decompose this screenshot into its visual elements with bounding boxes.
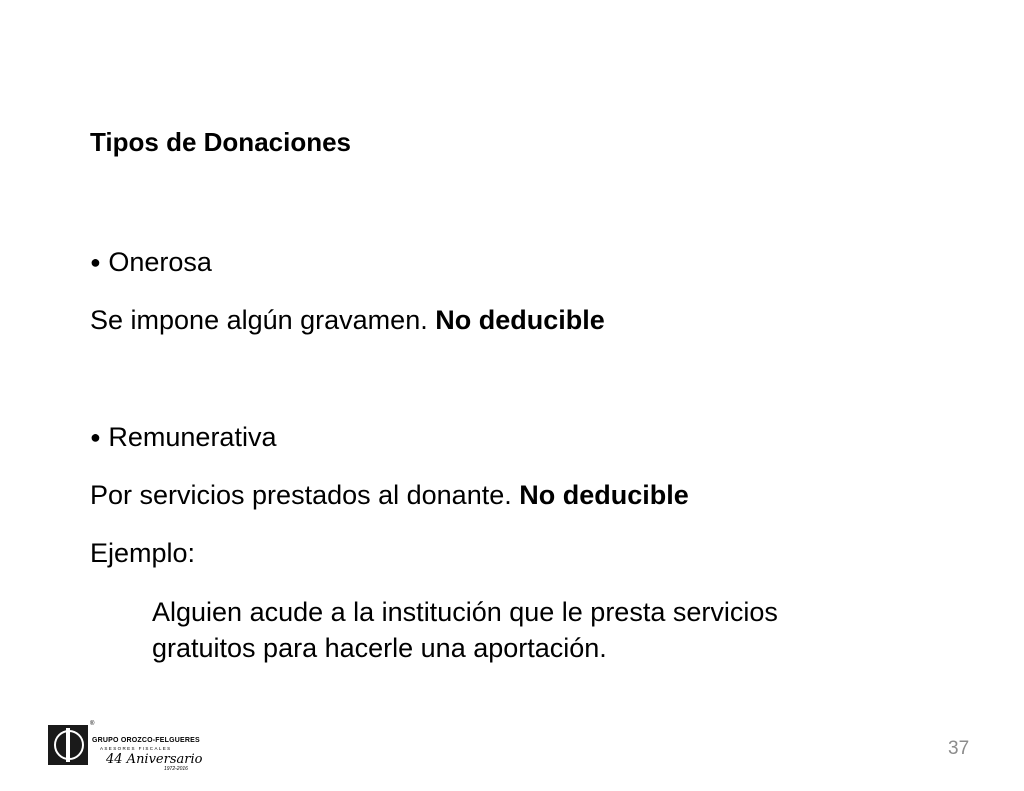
remunerativa-label: Remunerativa bbox=[108, 422, 277, 452]
bullet-remunerativa bbox=[90, 421, 276, 453]
example-heading: Ejemplo: bbox=[90, 538, 196, 568]
logo-subtitle: ASESORES FISCALES bbox=[100, 746, 172, 751]
bullet-dot-icon: ● bbox=[90, 427, 101, 447]
remunerativa-description bbox=[90, 479, 689, 511]
logo-company-name: GRUPO OROZCO-FELGUERES bbox=[92, 737, 200, 744]
remunerativa-status: No deducible bbox=[519, 480, 689, 510]
example-line-1: Alguien acude a la institución que le presta servicios bbox=[152, 597, 778, 627]
bullet-dot-icon: ● bbox=[90, 252, 101, 272]
example-line-2: gratuitos para hacerle una aportación. bbox=[152, 633, 607, 663]
onerosa-description bbox=[90, 304, 605, 336]
slide-title: Tipos de Donaciones bbox=[90, 127, 352, 157]
bullet-onerosa bbox=[90, 246, 212, 278]
phi-logo-icon bbox=[48, 725, 88, 765]
company-logo bbox=[46, 721, 206, 773]
page-number: 37 bbox=[948, 738, 970, 759]
logo-registered-mark: ® bbox=[90, 721, 95, 727]
onerosa-label: Onerosa bbox=[108, 247, 212, 277]
remunerativa-text: Por servicios prestados al donante. bbox=[90, 480, 512, 510]
logo-years: 1972-2016 bbox=[164, 766, 188, 772]
onerosa-text: Se impone algún gravamen. bbox=[90, 305, 428, 335]
onerosa-status: No deducible bbox=[435, 305, 605, 335]
logo-anniversary: 44 Aniversario bbox=[106, 752, 203, 767]
